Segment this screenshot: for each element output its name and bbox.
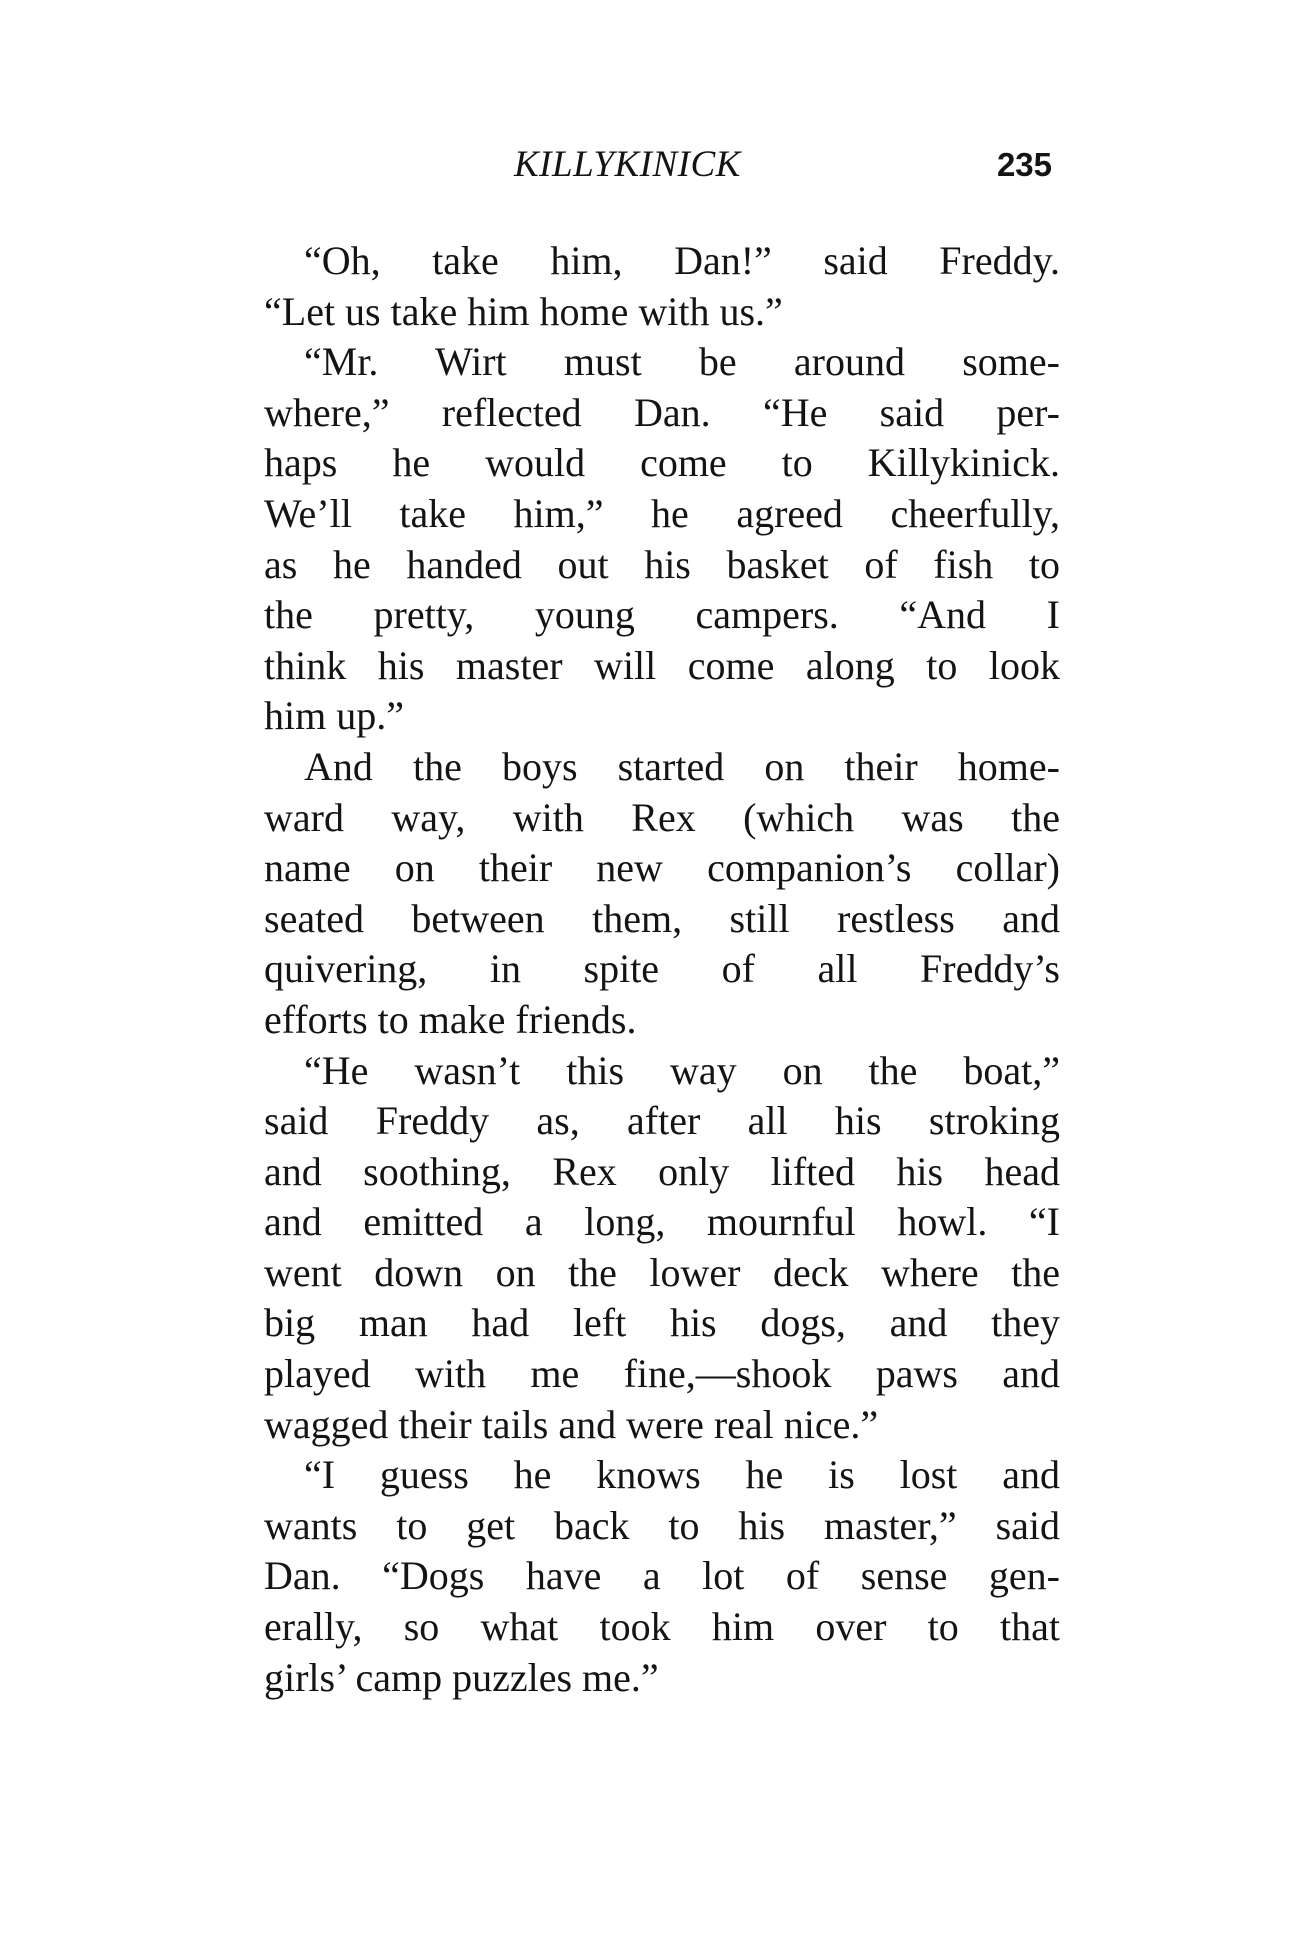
text-line: Dan. “Dogs have a lot of sense gen- xyxy=(264,1553,1060,1599)
text-line: haps he would come to Killykinick. xyxy=(264,440,1060,486)
text-line: and emitted a long, mournful howl. “I xyxy=(264,1199,1060,1245)
page-number: 235 xyxy=(996,146,1052,183)
text-line: girls’ camp puzzles me.” xyxy=(264,1654,659,1700)
text-line: “Oh, take him, Dan!” said Freddy. xyxy=(304,238,1060,283)
body-text xyxy=(264,236,1060,1703)
text-line: We’ll take him,” he agreed cheerfully, xyxy=(264,490,1060,536)
text-line: him up.” xyxy=(264,693,404,739)
text-line: wants to get back to his master,” said xyxy=(264,1502,1060,1548)
text-line: went down on the lower deck where the xyxy=(264,1249,1060,1295)
text-line: think his master will come along to look xyxy=(264,642,1060,688)
text-line: “Let us take him home with us.” xyxy=(264,288,783,334)
text-line: erally, so what took him over to that xyxy=(264,1604,1060,1650)
text-line: “He wasn’t this way on the boat,” xyxy=(304,1047,1060,1093)
text-line: played with me fine,—shook paws and xyxy=(264,1351,1060,1397)
text-line: efforts to make friends. xyxy=(264,996,637,1042)
text-line: quivering, in spite of all Freddy’s xyxy=(264,946,1060,992)
text-line: “I guess he knows he is lost and xyxy=(304,1452,1060,1498)
text-line: and soothing, Rex only lifted his head xyxy=(264,1148,1060,1194)
text-line: ward way, with Rex (which was the xyxy=(264,794,1060,840)
running-title: KILLYKINICK xyxy=(514,144,741,185)
text-line: wagged their tails and were real nice.” xyxy=(264,1401,879,1447)
text-line: big man had left his dogs, and they xyxy=(264,1300,1060,1346)
text-line: seated between them, still restless and xyxy=(264,895,1060,941)
text-line: “Mr. Wirt must be around some- xyxy=(304,339,1060,385)
text-line: where,” reflected Dan. “He said per- xyxy=(264,389,1060,435)
text-line: And the boys started on their home- xyxy=(304,743,1060,789)
text-line: said Freddy as, after all his stroking xyxy=(264,1098,1060,1144)
text-line: as he handed out his basket of fish to xyxy=(264,541,1060,587)
running-head xyxy=(264,140,1064,200)
text-line: name on their new companion’s collar) xyxy=(264,845,1060,891)
text-line: the pretty, young campers. “And I xyxy=(264,592,1060,638)
